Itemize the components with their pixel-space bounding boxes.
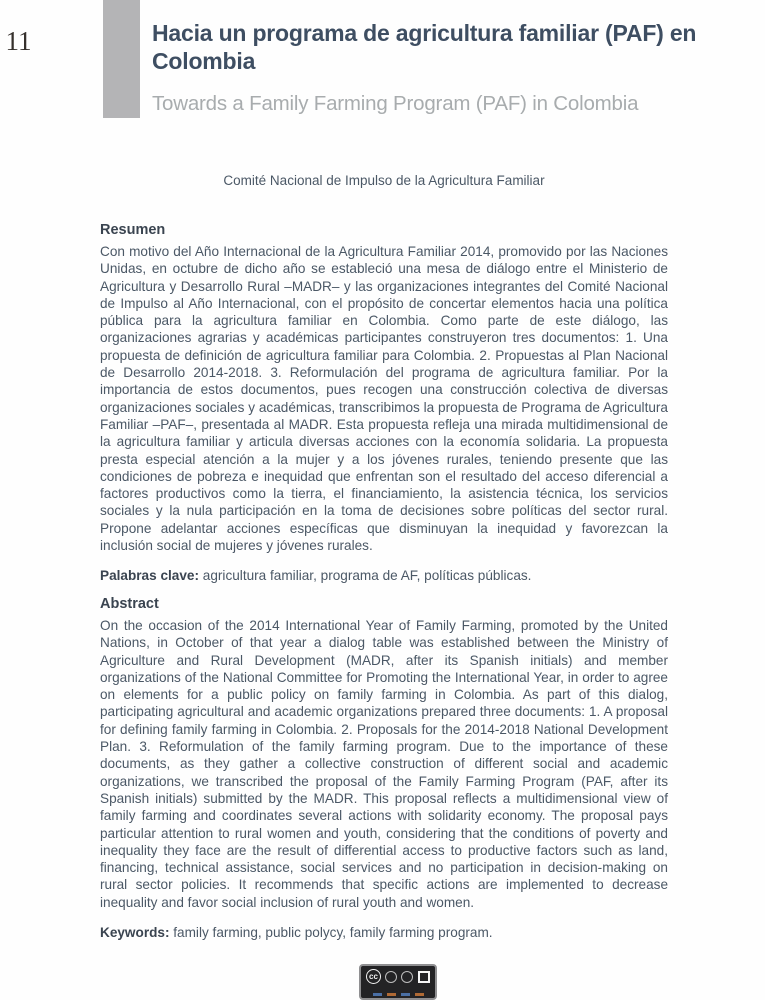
abstract-heading: Abstract	[100, 596, 159, 612]
chapter-number: 11	[5, 26, 32, 56]
cc-mark-icon	[418, 971, 430, 983]
cc-badge-icons-row	[366, 969, 430, 984]
abstract-body: On the occasion of the 2014 International Year of Family Farming, promoted by the United Nations, in October of that year a dialog table was established between the Ministry of Agriculture and Rural Development (MADR, after its Spanish initials) and member organizations of the National Committee for Promoting the International Year, in order to agree on elements for a public policy on family farming in Colombia. As part of this dialog, participating agricultural and academic organizations prepared three documents: 1. A proposal for defining family farming in Colombia. 2. Proposals for the 2014-2018 National Development Plan. 3. Reformulation of the family farming program. Due to the importance of these documents, as they gather a collective construction of different social and academic organizations, we transcribed the proposal of the Family Farming Program (PAF, after its Spanish initials) submitted by the MADR. This proposal reflects a multidimensional view of family farming and coordinates several actions with solidarity economy. The proposal pays particular attention to rural women and youth, considering that the conditions of poverty and inequality they face are the result of differential access to productive factors such as land, financing, technical assistance, social services and no participation in decision-making on rural sector policies. It recommends that specific actions are implemented to decrease inequality and favor social inclusion of rural youth and women.	[100, 618, 668, 910]
cc-badge-color-strip	[366, 993, 430, 996]
palabras-clave-text: agricultura familiar, programa de AF, políticas públicas.	[199, 568, 532, 584]
keywords-line	[100, 924, 668, 941]
keywords-text: family farming, public polycy, family farming program.	[169, 925, 493, 941]
cc-logo-icon: cc	[366, 969, 381, 984]
resumen-section	[100, 222, 668, 585]
palabras-clave-label: Palabras clave:	[100, 568, 199, 584]
cc-nc-icon	[401, 971, 413, 983]
palabras-clave-line	[100, 567, 668, 584]
cc-license-badge	[359, 964, 437, 1000]
keywords-label: Keywords:	[100, 925, 170, 941]
chapter-number-bar	[103, 0, 140, 118]
author-line: Comité Nacional de Impulso de la Agricultura Familiar	[223, 173, 545, 188]
paper-subtitle-english: Towards a Family Farming Program (PAF) in Colombia	[152, 92, 639, 115]
paper-title: Hacia un programa de agricultura familiar (PAF) en Colombia	[152, 20, 697, 74]
cc-by-icon	[385, 971, 397, 983]
resumen-heading: Resumen	[100, 222, 166, 238]
abstract-section	[100, 596, 668, 941]
resumen-body: Con motivo del Año Internacional de la Agricultura Familiar 2014, promovido por las Naciones Unidas, en octubre de dicho año se estableció una mesa de diálogo entre el Ministerio de Agricultura y Desarrollo Rural –MADR– y las organizaciones integrantes del Comité Nacional de Impulso al Año Internacional, con el propósito de concertar elementos hacia una política pública para la agricultura familiar en Colombia. Como parte de este diálogo, las organizaciones agrarias y académicas participantes construyeron tres documentos: 1. Una propuesta de definición de agricultura familiar para Colombia. 2. Propuestas al Plan Nacional de Desarrollo 2014-2018. 3. Reformulación del programa de agricultura familiar. Por la importancia de estos documentos, pues recogen una construcción colectiva de diversas organizaciones sociales y académicas, transcribimos la propuesta de Programa de Agricultura Familiar –PAF–, presentada al MADR. Esta propuesta refleja una mirada multidimensional de la agricultura familiar y articula diversas acciones con la economía solidaria. La propuesta presta especial atención a la mujer y a los jóvenes rurales, teniendo presente que las condiciones de pobreza e inequidad que enfrentan son el resultado del acceso diferencial a factores productivos como la tierra, el financiamiento, la asistencia técnica, los servicios sociales y la nula participación en la toma de decisiones sobre políticas del sector rural. Propone adelantar acciones específicas que disminuyan la inequidad y favorezcan la inclusión social de mujeres y jóvenes rurales.	[100, 244, 668, 554]
